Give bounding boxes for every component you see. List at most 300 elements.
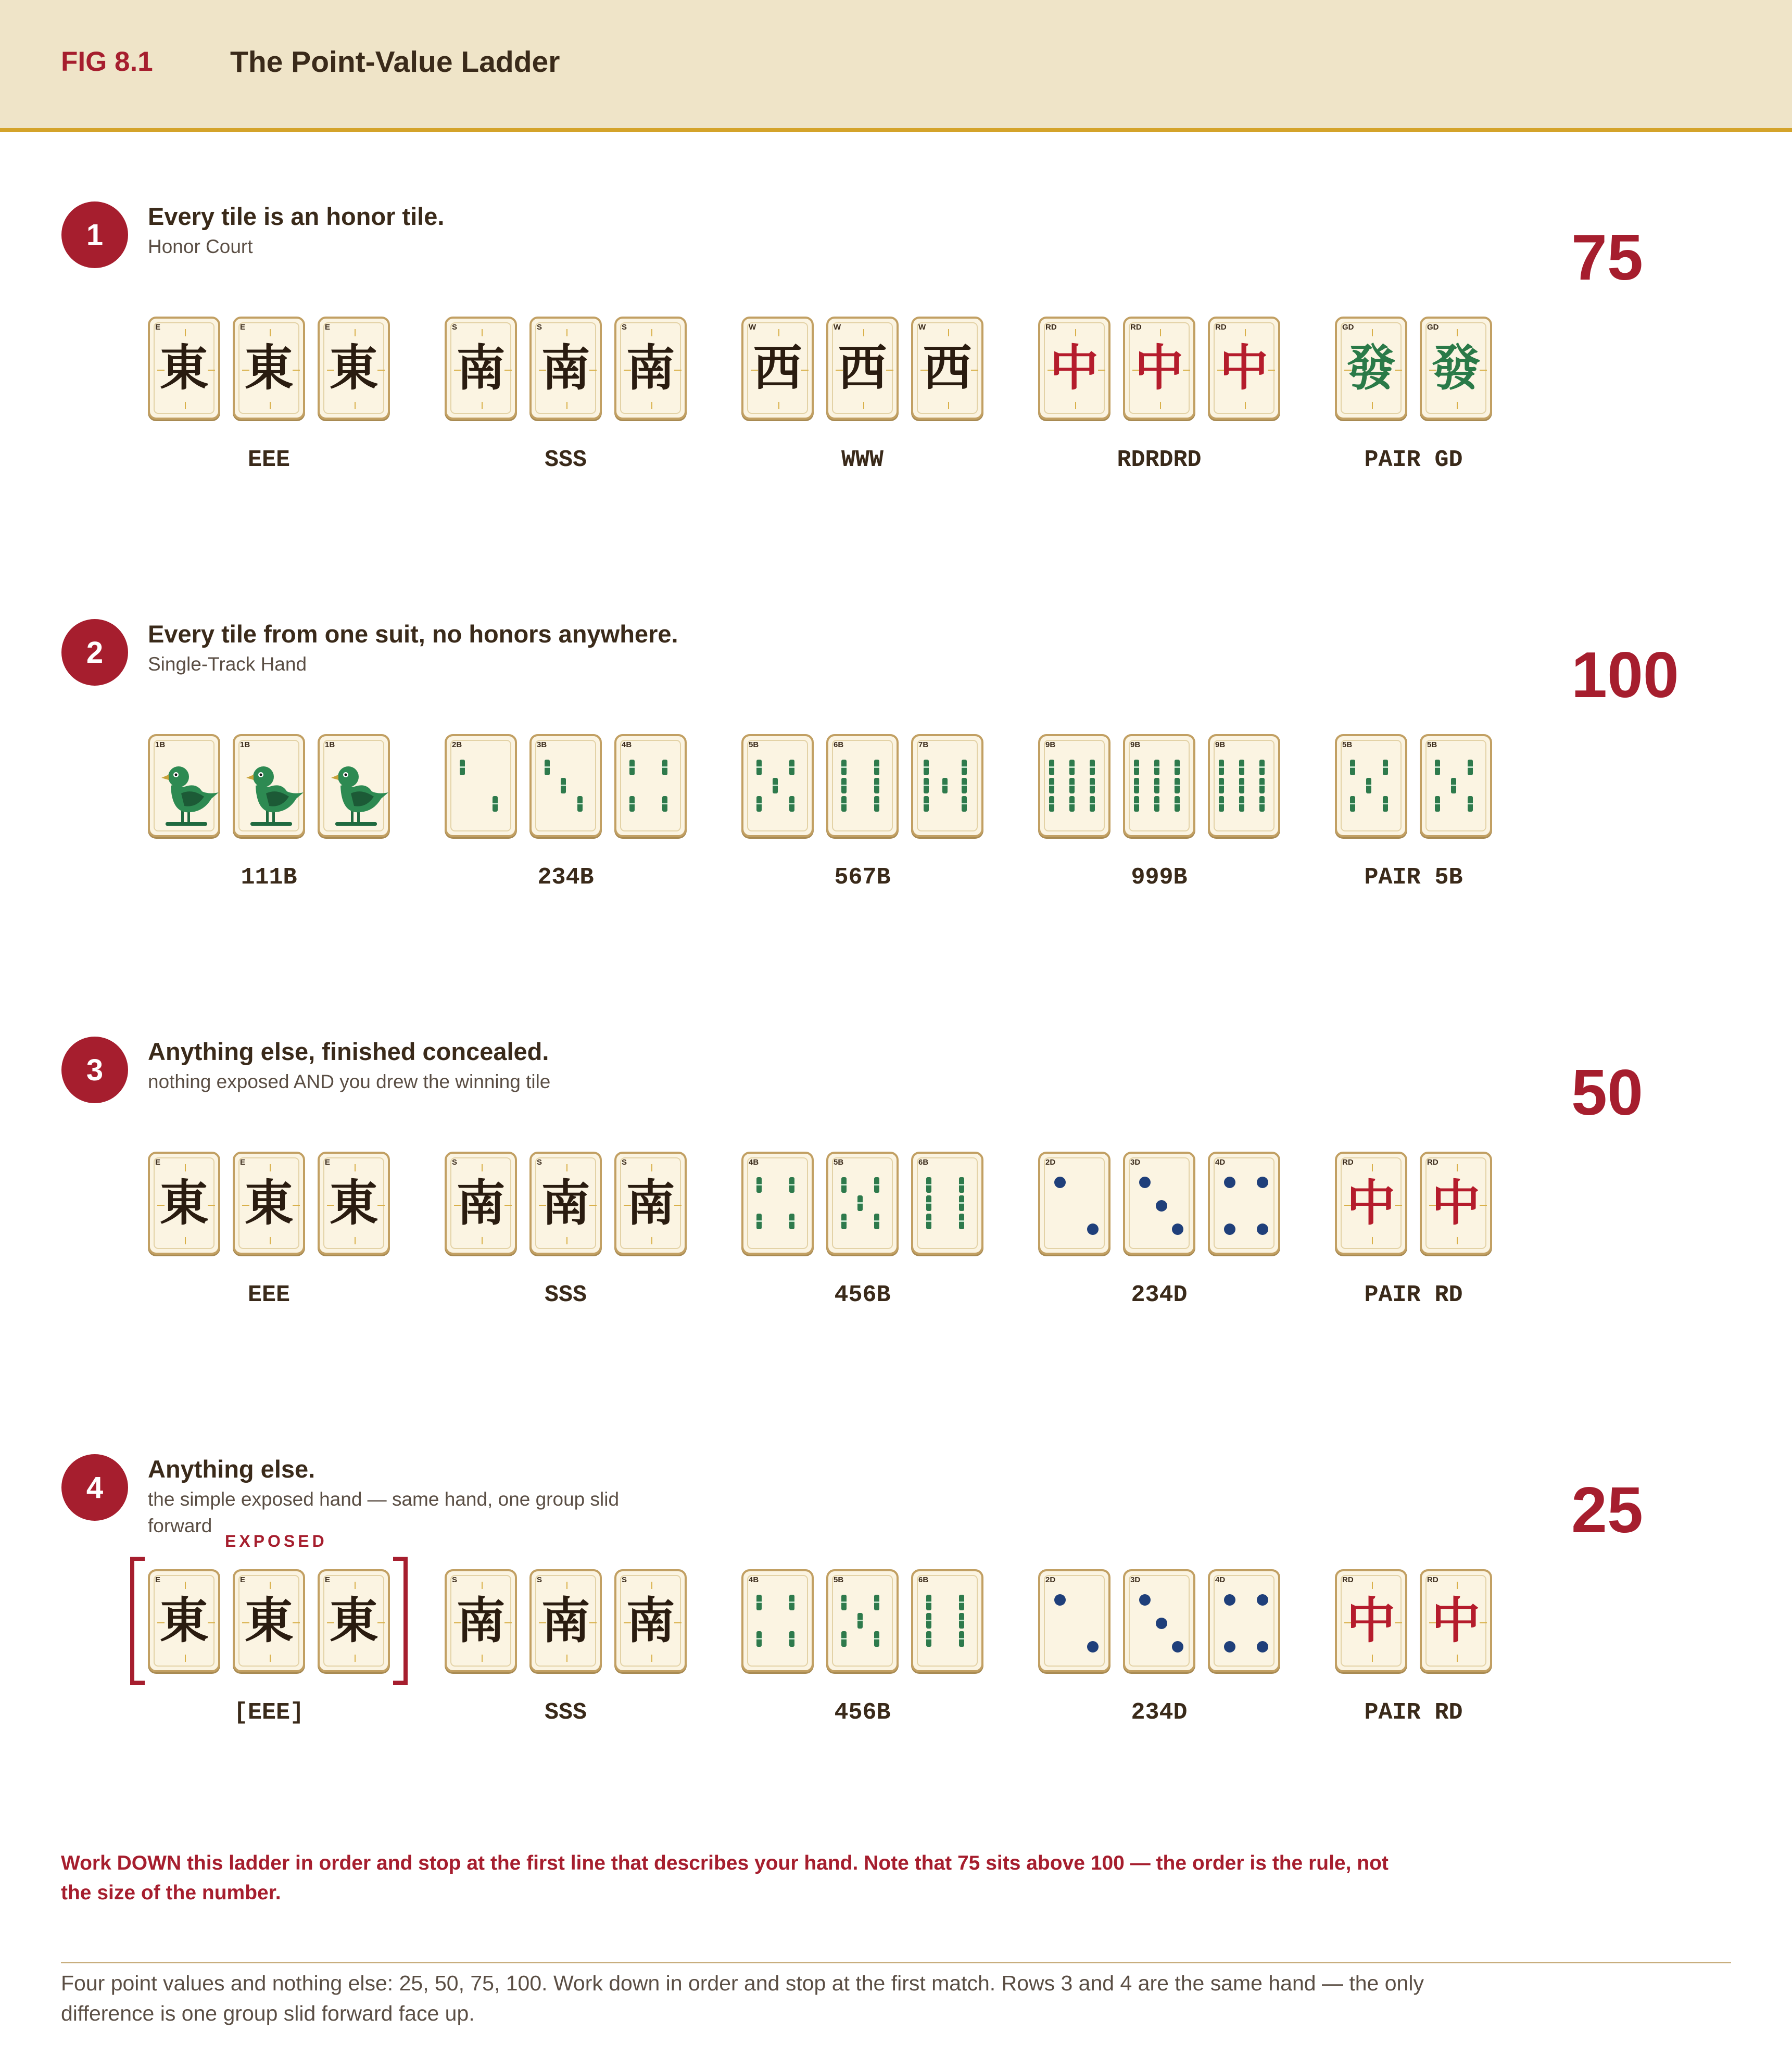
- bird-beak: [331, 775, 338, 780]
- tile-group-label: 234D: [1131, 1282, 1188, 1308]
- tile-code: 3B: [537, 740, 547, 749]
- bamboo-joint: [561, 785, 566, 786]
- mahjong-tile: [445, 1152, 517, 1255]
- bamboo-joint: [1350, 766, 1355, 768]
- bamboo-joint: [789, 1601, 794, 1603]
- bamboo-joint: [926, 1638, 931, 1639]
- tile-glyph: 東: [159, 1592, 209, 1649]
- tile-code: 1B: [155, 740, 166, 749]
- mahjong-tile: [233, 317, 305, 420]
- tile-code: S: [622, 1575, 627, 1584]
- dot-icon: [1125, 1154, 1197, 1257]
- dot-pip: [1224, 1177, 1235, 1188]
- bracket-gap: [145, 1556, 393, 1562]
- tile-glyph: 東: [244, 1175, 294, 1232]
- tile-code: E: [155, 323, 161, 332]
- bamboo-icon: [743, 736, 816, 839]
- exposed-tag: EXPOSED: [225, 1532, 327, 1550]
- bamboo-joint: [926, 1620, 931, 1621]
- mahjong-tile: [741, 1569, 814, 1672]
- bamboo-joint: [756, 1601, 762, 1603]
- tile-glyph: 南: [456, 1175, 506, 1232]
- tile-glyph: 中: [1050, 339, 1099, 397]
- tile-code: W: [749, 323, 756, 332]
- tile-guide-mark: [651, 402, 652, 409]
- tile-guide-mark: [1457, 1237, 1458, 1244]
- tile-code: 1B: [240, 740, 250, 749]
- tile-group-label: 456B: [834, 1282, 891, 1308]
- step-number-badge: 3: [61, 1037, 128, 1103]
- bamboo-joint: [841, 803, 847, 804]
- bamboo-joint: [1049, 803, 1054, 804]
- tile-glyph: 東: [329, 1592, 378, 1649]
- mahjong-tile: [318, 317, 390, 420]
- bamboo-icon: [828, 1571, 901, 1674]
- bamboo-joint: [841, 1601, 847, 1603]
- tile-guide-mark: [482, 1582, 483, 1589]
- mahjong-tile: [233, 1152, 305, 1255]
- step-number-badge: 4: [61, 1454, 128, 1521]
- bamboo-joint: [1175, 803, 1180, 804]
- tile-group-label: EEE: [247, 1282, 290, 1308]
- bamboo-joint: [926, 1220, 931, 1222]
- bamboo-joint: [789, 803, 794, 804]
- bamboo-icon: [913, 1571, 986, 1674]
- tile-code: S: [537, 323, 542, 332]
- tile-guide-mark: [482, 1164, 483, 1171]
- tile-guide-mark: [651, 329, 652, 336]
- tile-code: 4D: [1215, 1158, 1226, 1167]
- bamboo-joint: [1134, 803, 1139, 804]
- tile-guide-mark: [185, 1655, 186, 1662]
- bamboo-joint: [1154, 785, 1159, 786]
- bracket-gap: [145, 1681, 393, 1687]
- mahjong-tile: [1123, 317, 1195, 420]
- bamboo-joint: [662, 803, 667, 804]
- bamboo-joint: [789, 766, 794, 768]
- mahjong-tile: [148, 734, 220, 837]
- tile-glyph: 西: [838, 339, 887, 397]
- mahjong-tile: [741, 317, 814, 420]
- figure-header: [0, 0, 1792, 132]
- step-rule-title: Every tile from one suit, no honors anywhere.: [148, 620, 678, 648]
- mahjong-tile: [1123, 734, 1195, 837]
- tile-group-label: 234D: [1131, 1699, 1188, 1726]
- tile-guide-mark: [1075, 329, 1076, 336]
- tile-code: 1B: [325, 740, 335, 749]
- bamboo-icon: [828, 736, 901, 839]
- bamboo-icon: [1422, 736, 1494, 839]
- bamboo-joint: [1134, 766, 1139, 768]
- dot-icon: [1040, 1571, 1113, 1674]
- bamboo-joint: [1175, 766, 1180, 768]
- tile-code: S: [452, 1575, 458, 1584]
- step-rule-subtitle: Honor Court: [148, 236, 253, 257]
- mahjong-tile: [318, 1569, 390, 1672]
- tile-glyph: 發: [1346, 339, 1396, 397]
- bird-head: [168, 766, 189, 787]
- tile-code: RD: [1342, 1158, 1354, 1167]
- tile-code: 9B: [1215, 740, 1226, 749]
- tile-guide-mark: [1160, 329, 1161, 336]
- bamboo-joint: [841, 1638, 847, 1639]
- tile-code: 2B: [452, 740, 462, 749]
- tile-code: GD: [1342, 323, 1354, 332]
- bamboo-joint: [1175, 785, 1180, 786]
- bamboo-joint: [756, 803, 762, 804]
- bamboo-joint: [629, 766, 635, 768]
- mahjong-tile: [1038, 317, 1110, 420]
- tile-glyph: 南: [541, 1592, 590, 1649]
- mahjong-tile: [445, 317, 517, 420]
- bamboo-joint: [959, 1184, 964, 1185]
- bamboo-joint: [874, 803, 879, 804]
- bird-perch: [250, 822, 292, 826]
- step-point-value: 25: [1571, 1474, 1643, 1546]
- tile-guide-mark: [566, 1237, 567, 1244]
- bamboo-joint: [1069, 803, 1075, 804]
- tile-code: S: [537, 1575, 542, 1584]
- tile-code: RD: [1045, 323, 1057, 332]
- bamboo-joint: [662, 766, 667, 768]
- dot-icon: [1210, 1154, 1282, 1257]
- mahjong-tile: [1038, 1152, 1110, 1255]
- tile-guide-mark: [566, 1582, 567, 1589]
- tile-guide-mark: [185, 1164, 186, 1171]
- tile-code: 2D: [1045, 1575, 1056, 1584]
- bird-pupil: [175, 774, 178, 776]
- bamboo-joint: [1154, 766, 1159, 768]
- step-point-value: 75: [1571, 222, 1643, 294]
- tile-glyph: 中: [1346, 1175, 1396, 1232]
- mahjong-tile: [233, 734, 305, 837]
- tile-group-label: PAIR 5B: [1364, 864, 1463, 891]
- bamboo-joint: [959, 1638, 964, 1639]
- bamboo-joint: [756, 1638, 762, 1639]
- tile-guide-mark: [566, 402, 567, 409]
- tile-guide-mark: [1160, 402, 1161, 409]
- bamboo-joint: [962, 803, 967, 804]
- mahjong-tile: [148, 1569, 220, 1672]
- bamboo-joint: [1239, 803, 1244, 804]
- bamboo-joint: [841, 1220, 847, 1222]
- tile-code: 5B: [1342, 740, 1353, 749]
- tile-code: RD: [1342, 1575, 1354, 1584]
- bamboo-joint: [1134, 785, 1139, 786]
- tile-code: 4D: [1215, 1575, 1226, 1584]
- tile-guide-mark: [1372, 1164, 1373, 1171]
- mahjong-tile: [911, 734, 983, 837]
- tile-glyph: 中: [1431, 1175, 1481, 1232]
- tile-guide-mark: [355, 1237, 356, 1244]
- tile-code: 4B: [749, 1158, 759, 1167]
- tile-group-label: 456B: [834, 1699, 891, 1726]
- tile-code: 6B: [918, 1158, 929, 1167]
- bamboo-joint: [789, 1638, 794, 1639]
- bamboo-icon: [1337, 736, 1409, 839]
- tile-glyph: 東: [159, 339, 209, 397]
- step-rule-title: Anything else.: [148, 1455, 316, 1483]
- bamboo-joint: [874, 1184, 879, 1185]
- dot-pip: [1139, 1594, 1151, 1606]
- tile-glyph: 發: [1431, 339, 1481, 397]
- bamboo-joint: [959, 1220, 964, 1222]
- tile-code: S: [452, 1158, 458, 1167]
- tile-glyph: 中: [1431, 1592, 1481, 1649]
- tile-guide-mark: [863, 402, 864, 409]
- tile-code: S: [622, 323, 627, 332]
- bamboo-icon: [743, 1571, 816, 1674]
- tile-code: GD: [1427, 323, 1439, 332]
- mahjong-tile: [911, 1152, 983, 1255]
- ladder-step-4: [0, 1450, 1792, 1763]
- step-rule-subtitle: the simple exposed hand — same hand, one group slid forward: [148, 1489, 620, 1536]
- bamboo-joint: [924, 785, 929, 786]
- tile-guide-mark: [185, 402, 186, 409]
- mahjong-tile: [741, 734, 814, 837]
- tile-glyph: 東: [329, 339, 378, 397]
- tile-group-label: PAIR RD: [1364, 1699, 1463, 1726]
- dot-pip: [1224, 1223, 1235, 1235]
- mahjong-tile: [826, 1569, 899, 1672]
- bamboo-joint: [1239, 766, 1244, 768]
- bamboo-joint: [1219, 785, 1224, 786]
- dot-pip: [1172, 1223, 1183, 1235]
- tile-guide-mark: [948, 402, 949, 409]
- bamboo-joint: [1435, 766, 1440, 768]
- bird-icon: [150, 736, 222, 839]
- figure-caption: Four point values and nothing else: 25, 50, 75, 100. Work down in order and stop at the first match. Rows 3 and 4 are the same hand — the only difference is one group slid forward face up.: [61, 1971, 1424, 2025]
- bamboo-joint: [1219, 803, 1224, 804]
- tile-guide-mark: [185, 1582, 186, 1589]
- tile-guide-mark: [355, 1655, 356, 1662]
- tile-group-label: RDRDRD: [1117, 447, 1202, 473]
- tile-guide-mark: [270, 1582, 271, 1589]
- tile-guide-mark: [482, 402, 483, 409]
- mahjong-tile: [318, 734, 390, 837]
- tile-group-label: SSS: [544, 1282, 587, 1308]
- tile-guide-mark: [566, 329, 567, 336]
- tile-code: 6B: [834, 740, 844, 749]
- bird-perch: [166, 822, 207, 826]
- tile-guide-mark: [355, 402, 356, 409]
- mahjong-tile: [1208, 317, 1280, 420]
- tile-guide-mark: [1457, 1164, 1458, 1171]
- tile-guide-mark: [1372, 1582, 1373, 1589]
- bamboo-joint: [1239, 785, 1244, 786]
- bird-perch: [335, 822, 377, 826]
- dot-pip: [1156, 1200, 1167, 1212]
- step-rule-title: Every tile is an honor tile.: [148, 203, 445, 230]
- tile-code: 5B: [834, 1158, 844, 1167]
- mahjong-tile: [445, 734, 517, 837]
- bamboo-joint: [1049, 766, 1054, 768]
- mahjong-tile: [1335, 734, 1407, 837]
- bamboo-joint: [962, 766, 967, 768]
- bamboo-icon: [913, 736, 986, 839]
- bamboo-joint: [1219, 766, 1224, 768]
- bamboo-joint: [493, 803, 498, 804]
- mahjong-tile: [1038, 734, 1110, 837]
- tile-code: RD: [1427, 1575, 1438, 1584]
- mahjong-tile: [529, 317, 602, 420]
- tile-glyph: 中: [1134, 339, 1184, 397]
- mahjong-tile: [148, 317, 220, 420]
- bird-pupil: [345, 774, 347, 776]
- bamboo-joint: [1090, 785, 1095, 786]
- bird-beak: [246, 775, 254, 780]
- mahjong-tile: [148, 1152, 220, 1255]
- bamboo-joint: [1468, 803, 1473, 804]
- bamboo-icon: [1125, 736, 1197, 839]
- tile-code: 7B: [918, 740, 929, 749]
- bamboo-joint: [1451, 785, 1456, 786]
- bamboo-joint: [857, 1620, 863, 1621]
- tile-guide-mark: [1457, 402, 1458, 409]
- bamboo-joint: [962, 785, 967, 786]
- bamboo-joint: [1259, 766, 1265, 768]
- tile-guide-mark: [482, 1655, 483, 1662]
- dot-pip: [1257, 1594, 1268, 1606]
- mahjong-tile: [1123, 1152, 1195, 1255]
- tile-code: E: [240, 1158, 246, 1167]
- tile-group-label: SSS: [544, 447, 587, 473]
- bird-head: [253, 766, 274, 787]
- bamboo-joint: [857, 1202, 863, 1204]
- bamboo-joint: [874, 1601, 879, 1603]
- tile-guide-mark: [270, 402, 271, 409]
- mahjong-tile: [614, 317, 687, 420]
- tile-guide-mark: [482, 329, 483, 336]
- mahjong-tile: [1335, 317, 1407, 420]
- bamboo-icon: [913, 1154, 986, 1257]
- bamboo-joint: [924, 803, 929, 804]
- mahjong-tile: [911, 317, 983, 420]
- bamboo-joint: [756, 1184, 762, 1185]
- mahjong-tile: [1420, 1569, 1492, 1672]
- ladder-step-3: [0, 1033, 1792, 1345]
- tile-guide-mark: [651, 1164, 652, 1171]
- tile-code: RD: [1427, 1158, 1438, 1167]
- tile-glyph: 南: [456, 1592, 506, 1649]
- mahjong-tile: [1038, 1569, 1110, 1672]
- tile-code: E: [325, 1575, 331, 1584]
- bamboo-joint: [545, 766, 550, 768]
- tile-group-label: 111B: [241, 864, 297, 891]
- bamboo-joint: [1090, 803, 1095, 804]
- tile-guide-mark: [651, 1237, 652, 1244]
- bamboo-joint: [1154, 803, 1159, 804]
- tile-guide-mark: [185, 1237, 186, 1244]
- tile-code: W: [834, 323, 841, 332]
- step-rule-title: Anything else, finished concealed.: [148, 1038, 549, 1065]
- tile-code: 4B: [622, 740, 632, 749]
- tile-code: S: [452, 323, 458, 332]
- tile-guide-mark: [778, 402, 779, 409]
- bird-icon: [320, 736, 392, 839]
- tile-guide-mark: [1457, 1655, 1458, 1662]
- dot-pip: [1224, 1594, 1235, 1606]
- tile-code: 5B: [749, 740, 759, 749]
- step-point-value: 50: [1571, 1057, 1643, 1129]
- tile-guide-mark: [566, 1655, 567, 1662]
- mahjong-tile: [1335, 1569, 1407, 1672]
- tile-code: E: [325, 323, 331, 332]
- bamboo-joint: [1069, 766, 1075, 768]
- bird-icon: [235, 736, 307, 839]
- ladder-step-2: [0, 615, 1792, 928]
- tile-guide-mark: [270, 329, 271, 336]
- tile-glyph: 中: [1219, 339, 1269, 397]
- tile-guide-mark: [1372, 329, 1373, 336]
- tile-code: 9B: [1045, 740, 1056, 749]
- tile-code: 9B: [1130, 740, 1141, 749]
- bamboo-joint: [841, 1184, 847, 1185]
- tile-code: 3D: [1130, 1575, 1141, 1584]
- tile-code: S: [537, 1158, 542, 1167]
- tile-code: 5B: [1427, 740, 1437, 749]
- tile-glyph: 東: [329, 1175, 378, 1232]
- ladder-callout: Work DOWN this ladder in order and stop at the first line that describes your hand. Note that 75 sits above 100 — the order is the rule, not the size of the number.: [61, 1852, 1389, 1904]
- mahjong-tile: [614, 1569, 687, 1672]
- tile-glyph: 南: [626, 339, 675, 397]
- tile-guide-mark: [355, 1582, 356, 1589]
- bamboo-joint: [577, 803, 583, 804]
- bamboo-joint: [959, 1601, 964, 1603]
- mahjong-tile: [826, 734, 899, 837]
- bamboo-joint: [1259, 785, 1265, 786]
- tile-group-label: 567B: [834, 864, 891, 891]
- dot-pip: [1257, 1641, 1268, 1653]
- tile-guide-mark: [948, 329, 949, 336]
- tile-group-label: PAIR RD: [1364, 1282, 1463, 1308]
- bamboo-joint: [926, 1184, 931, 1185]
- dot-pip: [1087, 1641, 1099, 1653]
- tile-guide-mark: [355, 1164, 356, 1171]
- bamboo-joint: [1383, 766, 1388, 768]
- tile-guide-mark: [270, 1164, 271, 1171]
- footer-divider: [61, 1962, 1731, 1963]
- tile-guide-mark: [1245, 402, 1246, 409]
- tile-code: W: [918, 323, 926, 332]
- tile-code: E: [155, 1158, 161, 1167]
- tile-guide-mark: [1245, 329, 1246, 336]
- tile-code: E: [325, 1158, 331, 1167]
- mahjong-tile: [318, 1152, 390, 1255]
- tile-guide-mark: [482, 1237, 483, 1244]
- tile-guide-mark: [1372, 402, 1373, 409]
- bamboo-joint: [874, 785, 879, 786]
- tile-glyph: 南: [456, 339, 506, 397]
- bamboo-joint: [924, 766, 929, 768]
- dot-pip: [1257, 1177, 1268, 1188]
- bamboo-joint: [1069, 785, 1075, 786]
- tile-guide-mark: [270, 1655, 271, 1662]
- figure-label: FIG 8.1: [61, 46, 153, 77]
- tile-guide-mark: [1075, 402, 1076, 409]
- tile-glyph: 南: [626, 1592, 675, 1649]
- mahjong-tile: [1123, 1569, 1195, 1672]
- mahjong-tile: [233, 1569, 305, 1672]
- bamboo-joint: [926, 1202, 931, 1204]
- mahjong-tile: [1208, 734, 1280, 837]
- tile-guide-mark: [566, 1164, 567, 1171]
- bamboo-joint: [789, 1220, 794, 1222]
- bamboo-joint: [1383, 803, 1388, 804]
- tile-guide-mark: [651, 1582, 652, 1589]
- tile-code: 3D: [1130, 1158, 1141, 1167]
- dot-icon: [1210, 1571, 1282, 1674]
